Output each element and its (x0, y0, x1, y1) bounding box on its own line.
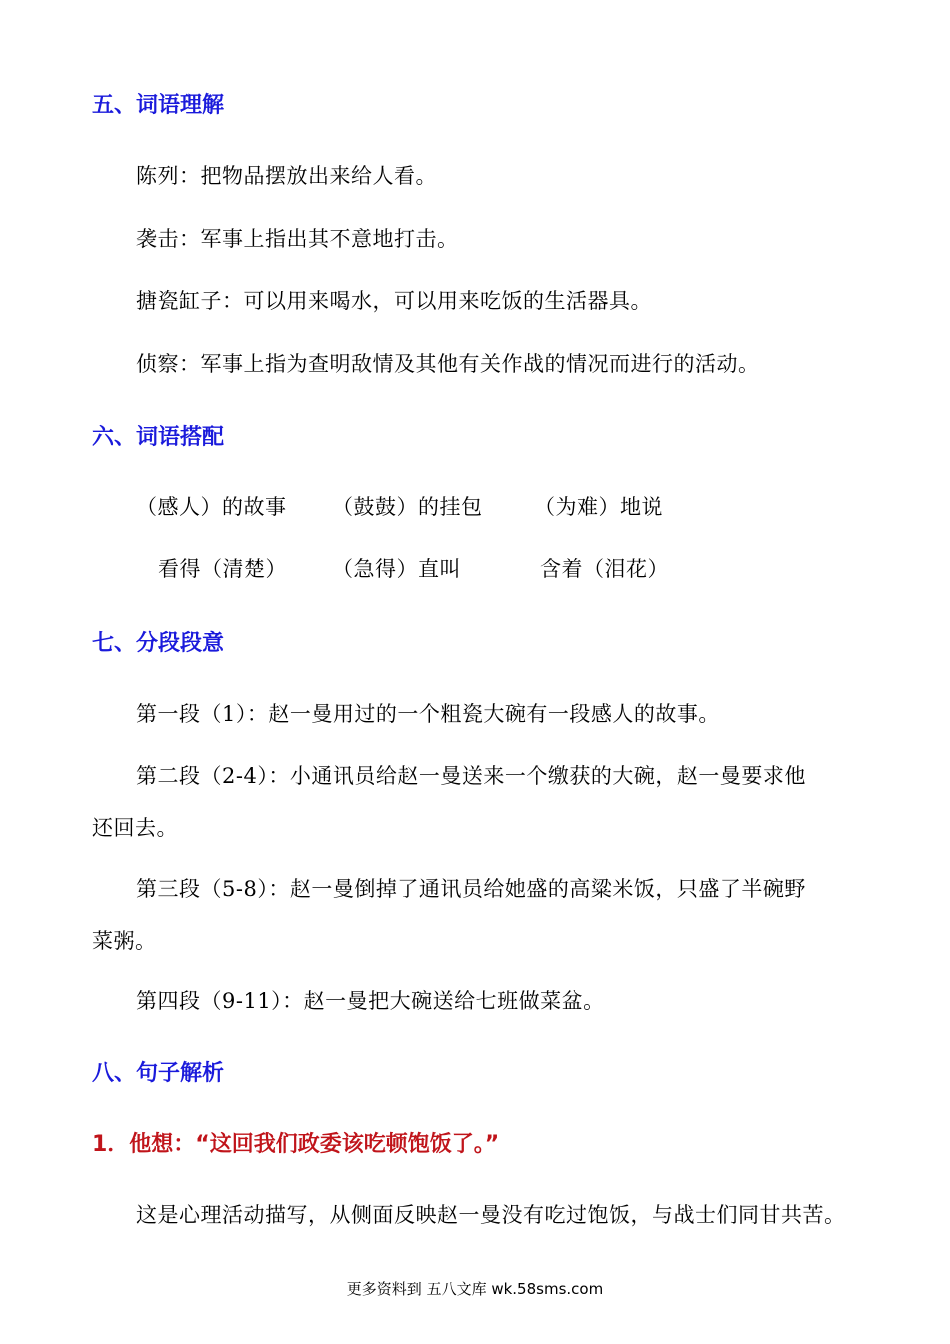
section-heading-sentence-analysis: 八、句子解析 (92, 1061, 225, 1086)
paragraph-summary: 第二段（2-4）：小通讯员给赵一曼送来一个缴获的大碗，赵一曼要求他 (136, 764, 806, 788)
paragraph-summary: 第三段（5-8）：赵一曼倒掉了通讯员给她盛的高粱米饭，只盛了半碗野 (136, 877, 806, 901)
pairing-item: （为难）地说 (534, 495, 663, 519)
section-heading-word-meaning: 五、词语理解 (92, 93, 225, 118)
section-heading-paragraph-meaning: 七、分段段意 (92, 631, 225, 656)
definition-line: 陈列：把物品摆放出来给人看。 (136, 164, 437, 188)
paragraph-summary-continued: 菜粥。 (92, 929, 157, 953)
quoted-sentence: 1．他想：“这回我们政委该吃顿饱饭了。” (92, 1132, 500, 1157)
sentence-analysis: 这是心理活动描写，从侧面反映赵一曼没有吃过饱饭，与战士们同甘共苦。 (136, 1203, 846, 1227)
definition-line: 侦察：军事上指为查明敌情及其他有关作战的情况而进行的活动。 (136, 352, 760, 376)
pairing-item: （急得）直叫 (332, 557, 461, 581)
paragraph-summary: 第一段（1）：赵一曼用过的一个粗瓷大碗有一段感人的故事。 (136, 702, 720, 726)
section-heading-word-pairing: 六、词语搭配 (92, 425, 225, 450)
pairing-item: （鼓鼓）的挂包 (332, 495, 483, 519)
paragraph-summary: 第四段（9-11）：赵一曼把大碗送给七班做菜盆。 (136, 989, 605, 1013)
definition-line: 搪瓷缸子：可以用来喝水，可以用来吃饭的生活器具。 (136, 289, 652, 313)
pairing-item: （感人）的故事 (136, 495, 287, 519)
page-footer: 更多资料到 五八文库 wk.58sms.com (346, 1280, 604, 1298)
pairing-item: 看得（清楚） (158, 557, 287, 581)
paragraph-summary-continued: 还回去。 (92, 816, 178, 840)
pairing-item: 含着（泪花） (540, 557, 669, 581)
definition-line: 袭击：军事上指出其不意地打击。 (136, 227, 459, 251)
